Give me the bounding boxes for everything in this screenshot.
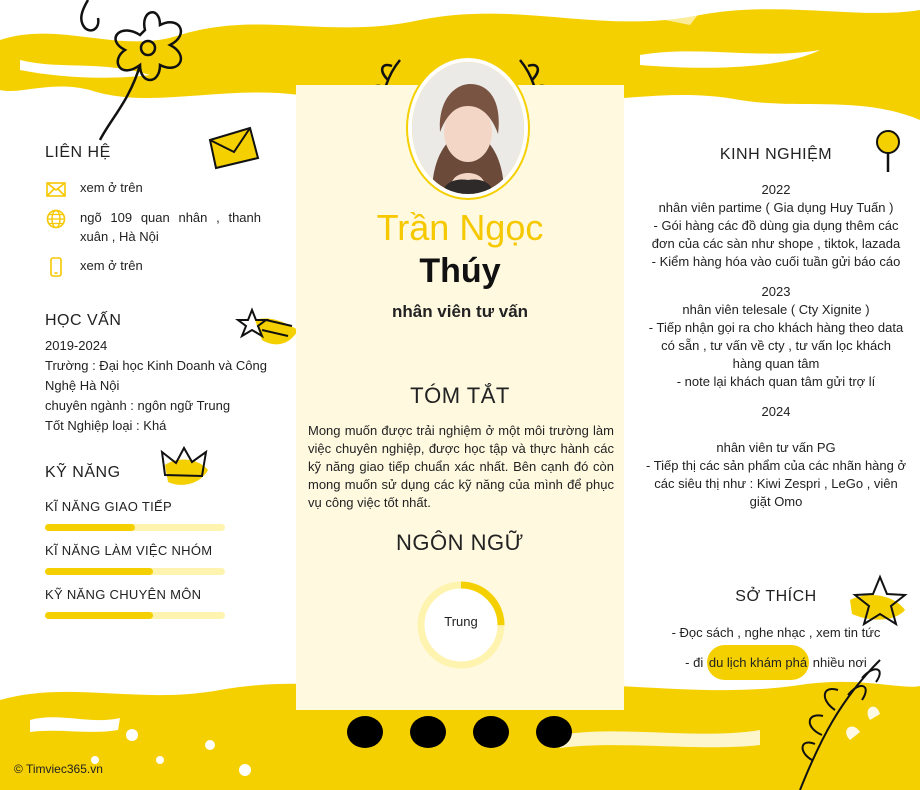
person-icon [412, 62, 524, 194]
contact-email [45, 178, 143, 200]
experience-year: 2024 [761, 404, 791, 419]
skill-bar [45, 612, 225, 619]
hobbies-title: SỞ THÍCH [735, 588, 817, 605]
contact-address-text: ngõ 109 quan nhân , thanh xuân , Hà Nội [80, 210, 261, 244]
education-years: 2019-2024 [45, 338, 108, 353]
contact-phone-text: xem ở trên [80, 258, 143, 273]
experience-line: - Tiếp nhận gọi ra cho khách hàng theo data có sẵn , tư vấn về cty , tư vấn lọc khách hàng quan tâm [648, 320, 904, 371]
job-title: nhân viên tư vấn [391, 302, 529, 321]
hobby-line: - Đọc sách , nghe nhạc , xem tin tức [671, 625, 881, 640]
experience-year: 2023 [761, 284, 791, 299]
experience-line: - note lại khách quan tâm gửi trợ lí [676, 374, 876, 389]
education-grade: Tốt Nghiệp loại : Khá [45, 418, 167, 433]
experience-line: - Kiểm hàng hóa vào cuối tuần gửi báo cáo [651, 254, 901, 269]
hobby-text: nhiều nơi [809, 655, 867, 670]
education-school: Trường : Đại học Kinh Doanh và Công Nghệ Hà Nội [45, 358, 267, 393]
contact-address [45, 208, 261, 246]
skill-bar-fill [45, 612, 153, 619]
footer-credit: © Timviec365.vn [14, 762, 103, 776]
name-first: Trần Ngọc [376, 207, 544, 248]
avatar [408, 58, 528, 198]
hobby-text: - đi [685, 655, 707, 670]
name-last: Thúy [419, 252, 501, 290]
education-major: chuyên ngành : ngôn ngữ Trung [45, 398, 231, 413]
decor-dot [473, 716, 509, 748]
skill-label: KĨ NĂNG GIAO TIẾP [45, 499, 172, 514]
skill-bar-fill [45, 568, 153, 575]
contact-phone [45, 256, 143, 278]
experience-list [645, 181, 907, 511]
phone-icon [45, 256, 67, 278]
contact-title: LIÊN HỆ [45, 144, 111, 161]
skill-bar-fill [45, 524, 135, 531]
hobby-line [640, 654, 912, 672]
decor-dot [347, 716, 383, 748]
language-label: Trung [444, 614, 478, 629]
skills-title: KỸ NĂNG [45, 464, 121, 481]
skill-label: KĨ NĂNG LÀM VIỆC NHÓM [45, 543, 213, 558]
experience-year: 2022 [761, 182, 791, 197]
mail-icon [45, 178, 67, 200]
hobby-highlight: du lịch khám phá [707, 645, 809, 680]
experience-line: - Tiếp thị các sản phẩm của các nhãn hàng ở các siêu thị như : Kiwi Zespri , LeGo , viên giặt Omo [645, 458, 906, 509]
experience-line: - Gói hàng các đồ dùng gia dụng thêm các đơn của các sàn như shope , tiktok, lazada [651, 218, 901, 251]
skill-bar [45, 524, 225, 531]
experience-line: nhân viên tư vấn PG [716, 440, 836, 455]
globe-icon [45, 208, 67, 230]
skill-bar [45, 568, 225, 575]
decor-dot [536, 716, 572, 748]
languages-title: NGÔN NGỮ [396, 530, 524, 555]
education-title: HỌC VẤN [45, 312, 122, 329]
education-block [45, 336, 290, 436]
summary-title: TÓM TẮT [410, 383, 510, 408]
experience-line: nhân viên partime ( Gia dụng Huy Tuấn ) [658, 200, 894, 215]
summary-text: Mong muốn được trải nghiệm ở một môi trường làm việc chuyên nghiệp, được học tập và thực hành các kỹ năng giao tiếp chuẩn xác nhất. Bên cạnh đó còn mong muốn sử dụng các kỹ năng của mình để phục vụ công việc tốt nhất. [308, 423, 614, 510]
experience-line: nhân viên telesale ( Cty Xignite ) [682, 302, 870, 317]
decor-dot [410, 716, 446, 748]
experience-title: KINH NGHIỆM [719, 146, 833, 163]
contact-email-text: xem ở trên [80, 180, 143, 195]
skill-label: KỸ NĂNG CHUYÊN MÔN [45, 587, 202, 602]
